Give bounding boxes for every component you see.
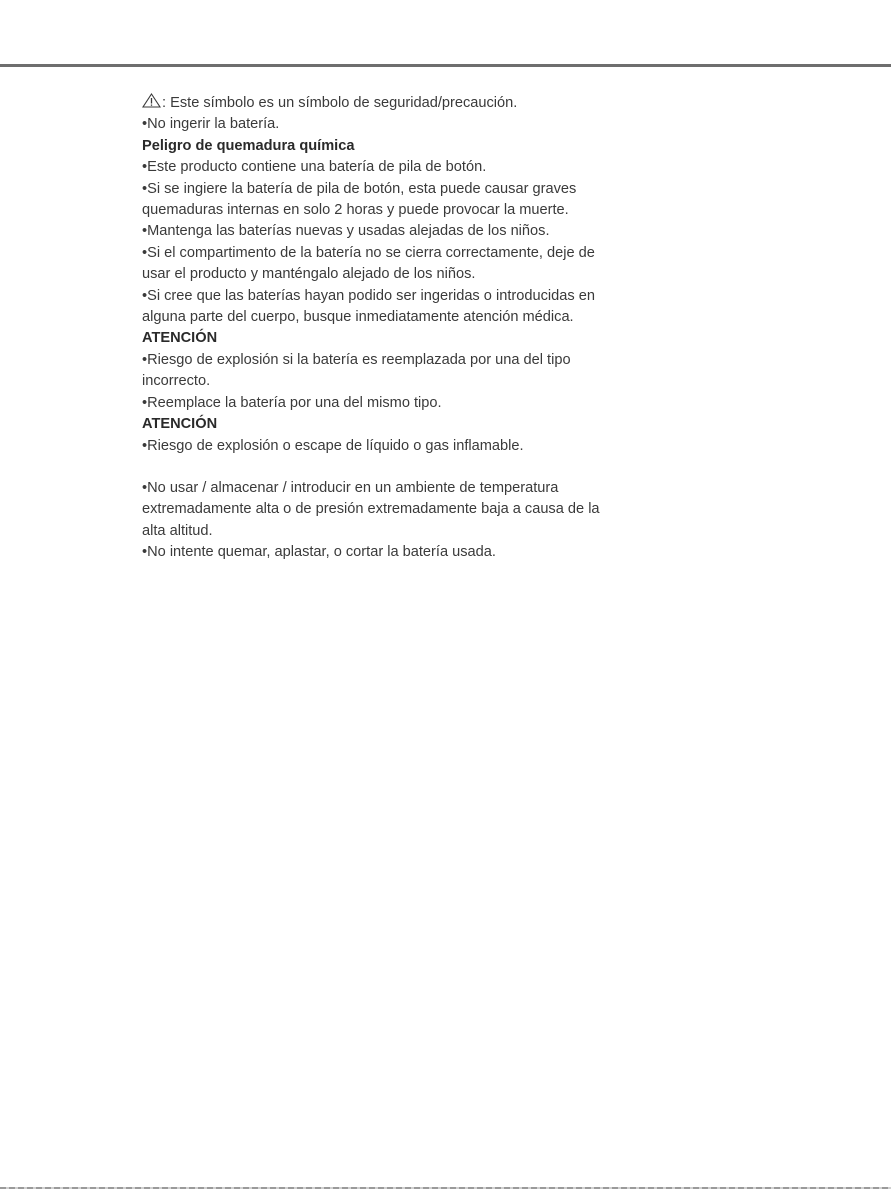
compartment-warning-line-1: •Si el compartimento de la batería no se cierra correctamente, deje de bbox=[142, 244, 595, 261]
disposal-warning-line: •No intente quemar, aplastar, o cortar la batería usada. bbox=[142, 544, 496, 561]
warning-triangle-icon bbox=[142, 93, 161, 108]
leak-risk-line: •Riesgo de explosión o escape de líquido o gas inflamable. bbox=[142, 437, 524, 454]
temperature-warning-line-3: alta altitud. bbox=[142, 522, 213, 539]
button-cell-line: •Este producto contiene una batería de pila de botón. bbox=[142, 159, 487, 176]
header-rule bbox=[0, 64, 891, 67]
medical-attention-line-2: alguna parte del cuerpo, busque inmediatamente atención médica. bbox=[142, 309, 574, 326]
attention-heading-1: ATENCIÓN bbox=[142, 330, 218, 347]
footer-rule bbox=[0, 1187, 891, 1189]
do-not-ingest-line: •No ingerir la batería. bbox=[142, 116, 280, 133]
swallow-warning-line-2: quemaduras internas en solo 2 horas y puede provocar la muerte. bbox=[142, 202, 569, 219]
attention-heading-2: ATENCIÓN bbox=[142, 416, 218, 433]
caution-symbol-line bbox=[142, 93, 722, 114]
paragraph-gap bbox=[142, 457, 722, 478]
replace-battery-line: •Reemplace la batería por una del mismo tipo. bbox=[142, 394, 442, 411]
caution-symbol-text: : Este símbolo es un símbolo de seguridad/precaución. bbox=[162, 95, 518, 111]
temperature-warning-line-2: extremadamente alta o de presión extremadamente baja a causa de la bbox=[142, 501, 600, 518]
keep-away-children-line: •Mantenga las baterías nuevas y usadas alejadas de los niños. bbox=[142, 223, 550, 240]
safety-warnings-text bbox=[142, 93, 722, 564]
temperature-warning-line-1: •No usar / almacenar / introducir en un ambiente de temperatura bbox=[142, 479, 559, 496]
explosion-risk-line-2: incorrecto. bbox=[142, 373, 211, 390]
chemical-burn-heading: Peligro de quemadura química bbox=[142, 137, 355, 154]
compartment-warning-line-2: usar el producto y manténgalo alejado de los niños. bbox=[142, 266, 476, 283]
medical-attention-line-1: •Si cree que las baterías hayan podido ser ingeridas o introducidas en bbox=[142, 287, 595, 304]
swallow-warning-line-1: •Si se ingiere la batería de pila de botón, esta puede causar graves bbox=[142, 180, 577, 197]
explosion-risk-line-1: •Riesgo de explosión si la batería es reemplazada por una del tipo bbox=[142, 351, 571, 368]
